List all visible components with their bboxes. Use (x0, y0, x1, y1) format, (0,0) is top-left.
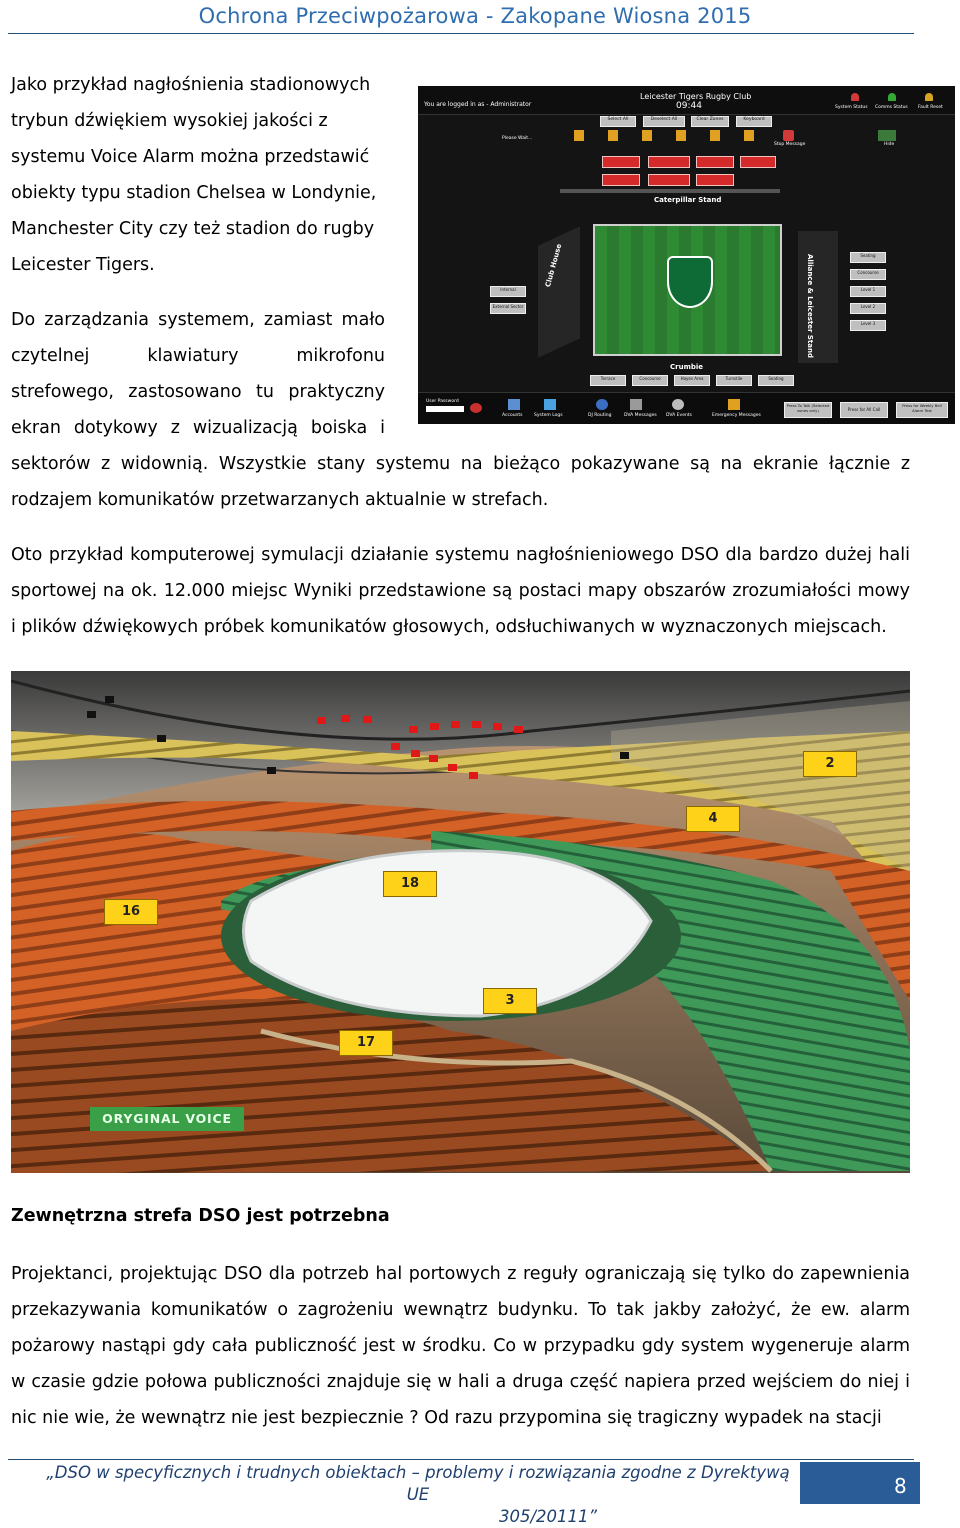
all-call-button[interactable]: Press for All Call (840, 402, 888, 418)
message-icon-row (568, 130, 788, 144)
dva-messages-icon[interactable] (630, 399, 642, 410)
dva-events-label: DVA Events (666, 413, 692, 418)
bell-icon[interactable] (608, 130, 618, 141)
speaker-icon (469, 772, 478, 779)
speaker-icon (620, 752, 629, 759)
intro-line: trybun dźwiękiem wysokiej jakości z (11, 111, 328, 131)
dj-routing-icon[interactable] (596, 399, 608, 410)
keyboard-button[interactable]: Keyboard (736, 116, 772, 127)
speaker-icon (472, 721, 481, 728)
accounts-label: Accounts (502, 413, 523, 418)
stadium-simulation-image (11, 671, 910, 1173)
zone-marker-18[interactable]: 18 (383, 871, 437, 897)
intro-paragraph (11, 67, 385, 283)
intro-line: Manchester City czy też stadion do rugby (11, 219, 375, 239)
level-2-button[interactable]: Level 2 (850, 303, 886, 314)
user-password-label: User Password (426, 399, 459, 404)
footer-line-2: 305/20111” (498, 1507, 598, 1526)
speaker-icon (409, 726, 418, 733)
speaker-icon (267, 767, 276, 774)
external-zone-text-tail: e ? Od razu przypomina się tragiczny wypadek na stacji (393, 1408, 882, 1428)
zone-button[interactable] (648, 156, 690, 168)
press-to-talk-button[interactable]: Press To Talk (Selected zones only) (784, 402, 832, 418)
touchscreen-panel-image (418, 86, 955, 424)
control-line: strefowego, zastosowano tu praktyczny (11, 382, 385, 402)
comms-status-label: Comms Status (875, 105, 908, 110)
bell-icon[interactable] (710, 130, 720, 141)
speaker-icon (429, 755, 438, 762)
zone-button[interactable] (648, 174, 690, 186)
zone-button[interactable] (696, 174, 734, 186)
speaker-icon (451, 721, 460, 728)
club-house-label: Club House (544, 242, 564, 289)
select-all-button[interactable]: Select All (600, 116, 636, 127)
speaker-icon (87, 711, 96, 718)
accounts-icon[interactable] (508, 399, 520, 410)
system-logs-icon[interactable] (544, 399, 556, 410)
internal-button[interactable]: Internal (490, 286, 526, 297)
header-divider (8, 33, 914, 34)
speaker-icon (317, 717, 326, 724)
dva-events-icon[interactable] (672, 399, 684, 410)
zone-button[interactable] (602, 174, 640, 186)
turnstile-button[interactable]: Turnstile (716, 375, 752, 386)
hide-label: Hide (884, 142, 895, 147)
seating-zone-button[interactable]: Seating (758, 375, 794, 386)
control-line: Do zarządzania systemem, zamiast mało (11, 310, 385, 330)
speaker-icon (430, 723, 439, 730)
speaker-icon (493, 723, 502, 730)
clear-zones-button[interactable]: Clear Zones (691, 116, 729, 127)
speaker-icon (157, 735, 166, 742)
intro-line: Leicester Tigers. (11, 255, 155, 275)
zone-marker-16[interactable]: 16 (104, 899, 158, 925)
zone-marker-3[interactable]: 3 (483, 988, 537, 1014)
speaker-icon (448, 764, 457, 771)
zone-marker-17[interactable]: 17 (339, 1030, 393, 1056)
stop-message-label: Stop Message (774, 142, 806, 147)
speaker-icon (411, 750, 420, 757)
panel-login-text: You are logged in as - Administrator (424, 101, 532, 108)
key-icon[interactable] (470, 403, 482, 413)
deselect-all-button[interactable]: Deselect All (643, 116, 685, 127)
section-heading: Zewnętrzna strefa DSO jest potrzebna (11, 1206, 390, 1226)
concourse-button[interactable]: Concourse (850, 269, 886, 280)
external-zone-paragraph (11, 1256, 910, 1436)
zone-marker-2[interactable]: 2 (803, 751, 857, 777)
terrace-button[interactable]: Terrace (590, 375, 626, 386)
level-1-button[interactable]: Level 1 (850, 286, 886, 297)
hayes-area-button[interactable]: Hayes Area (674, 375, 710, 386)
zone-marker-4[interactable]: 4 (686, 806, 740, 832)
caterpillar-stand-label: Caterpillar Stand (654, 196, 722, 204)
fault-reset-label: Fault Reset (918, 105, 943, 110)
external-zone-text: Projektanci, projektując DSO dla potrzeb hal portowych z reguły ograniczają się tylko do zapewnienia przekazywania komunikatów o zagrożeniu wewnątrz budynku. To tak jakby założyć, że ew. alarm pożarowy nastąpi gdy cała publiczność jest w środku. Co w przypadku gdy system wygeneruje alarm w czasie gdzie połowa publiczności znajduje się w hali a druga część napiera przed wejściem do niej i nic nie wie, że wewnątrz nie jest bezpieczni (11, 1264, 910, 1428)
password-field[interactable] (426, 406, 464, 412)
panel-title: Leicester Tigers Rugby Club (640, 92, 752, 101)
stop-icon[interactable] (783, 130, 794, 141)
external-sector-button[interactable]: External Sector (490, 303, 526, 314)
bell-icon[interactable] (676, 130, 686, 141)
intro-line: obiekty typu stadion Chelsea w Londynie, (11, 183, 377, 203)
speaker-icon (341, 715, 350, 722)
speaker-icon (105, 696, 114, 703)
seating-button[interactable]: Seating (850, 252, 886, 263)
system-logs-label: System Logs (534, 413, 563, 418)
page-header-title: Ochrona Przeciwpożarowa - Zakopane Wiosna 2015 (198, 4, 752, 28)
comms-status-icon[interactable] (888, 93, 896, 101)
system-status-label: System Status (835, 105, 868, 110)
level-3-button[interactable]: Level 3 (850, 320, 886, 331)
intro-line: Jako przykład nagłośnienia stadionowych (11, 75, 371, 95)
stand-outline (560, 189, 780, 193)
alliance-stand (798, 231, 838, 363)
hide-arrow-icon[interactable] (878, 130, 896, 141)
zone-button[interactable] (602, 156, 640, 168)
footer-citation (40, 1462, 796, 1528)
bell-icon[interactable] (744, 130, 754, 141)
dj-routing-label: DJ Routing (588, 413, 612, 418)
footer-divider (8, 1459, 914, 1460)
weekly-bell-test-button[interactable]: Press for Weekly Bell Alarm Test (896, 402, 948, 418)
speaker-icon (363, 716, 372, 723)
dva-messages-label: DVA Messages (624, 413, 657, 418)
speaker-icon (514, 726, 523, 733)
speaker-icon (391, 743, 400, 750)
please-wait-text: Please Wait... (502, 136, 533, 141)
crumbie-stand-label: Crumbie (670, 363, 704, 371)
control-line: czytelnej klawiatury mikrofonu (11, 346, 385, 366)
zone-button[interactable] (696, 156, 734, 168)
alliance-leicester-stand-label: Alliance & Leicester Stand (806, 254, 814, 358)
original-voice-button[interactable]: ORYGINAL VOICE (90, 1107, 244, 1131)
bell-icon[interactable] (642, 130, 652, 141)
control-line: ekran dotykowy z wizualizacją boiska i (11, 418, 385, 438)
zone-button[interactable] (740, 156, 776, 168)
fault-reset-icon[interactable] (925, 93, 933, 101)
control-paragraph (11, 302, 385, 446)
emergency-bell-icon[interactable] (728, 399, 740, 410)
concourse-zone-button[interactable]: Concourse (632, 375, 668, 386)
tigers-crest-icon (667, 256, 713, 308)
intro-line: systemu Voice Alarm można przedstawić (11, 147, 370, 167)
panel-clock: 09:44 (676, 101, 702, 111)
bell-icon[interactable] (574, 130, 584, 141)
emergency-messages-label: Emergency Messages (712, 413, 761, 418)
pitch (593, 224, 782, 356)
page-number: 8 (894, 1474, 907, 1498)
control-paragraph-continuation: sektorów z widownią. Wszystkie stany systemu na bieżąco pokazywane są na ekranie łącznie z rodzajem komunikatów przetwarzanych aktualnie w strefach. (11, 454, 910, 510)
simulation-paragraph: Oto przykład komputerowej symulacji działanie systemu nagłośnieniowego DSO dla bardzo dużej hali sportowej na ok. 12.000 miejsc Wyniki przedstawione są postaci mapy obszarów zrozumiałości mowy i plików dźwiękowych próbek komunikatów głosowych, odsłuchiwanych w wyznaczonych miejscach. (11, 545, 910, 637)
system-status-icon[interactable] (851, 93, 859, 101)
footer-line-1: „DSO w specyficznych i trudnych obiektach – problemy i rozwiązania zgodne z Dyrektywą UE (46, 1463, 790, 1504)
